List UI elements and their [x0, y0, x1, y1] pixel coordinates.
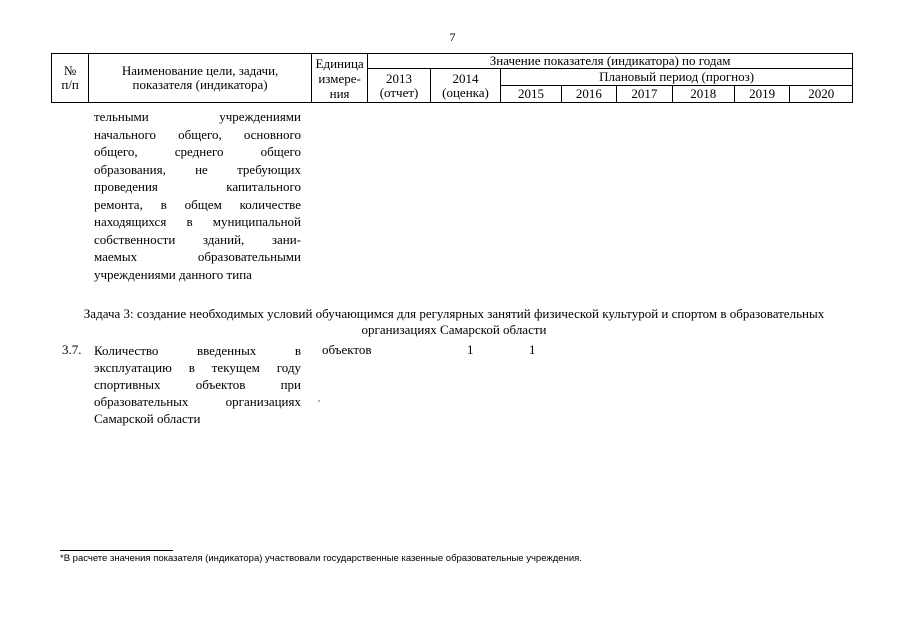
row-3-7-number: 3.7. [62, 342, 82, 357]
scan-speck [318, 400, 320, 402]
header-name-line1: Наименование цели, задачи, [121, 63, 279, 78]
header-year-2015: 2015 [501, 86, 561, 103]
header-name-line2: показателя (индикатора) [132, 77, 268, 92]
row-3-7-value-2014: 1 [529, 342, 536, 357]
continued-line: маемых образовательными [94, 249, 301, 264]
task-3-heading: Задача 3: создание необходимых условий обучающимся для регулярных занятий физической культурой и спортом в образовательных организациях Самарской области [83, 306, 825, 337]
footnote: *В расчете значения показателя (индикатора) участвовали государственные казенные образовательные учреждения. [60, 553, 582, 564]
continued-line: ремонта, в общем количестве [94, 196, 301, 212]
header-2013-cell [368, 69, 430, 103]
header-year-2017: 2017 [617, 86, 672, 103]
row-3-7-indicator-name [94, 342, 301, 427]
header-year-2020: 2020 [790, 86, 853, 103]
continued-indicator-text [94, 108, 301, 283]
continued-line: собственности зданий, зани- [94, 231, 301, 247]
header-2013-note: (отчет) [379, 84, 419, 100]
header-name-cell [89, 54, 312, 103]
indicator-name-line: Количество введенных в [94, 343, 301, 358]
indicator-name-line: спортивных объектов при [94, 377, 301, 392]
header-unit-line2: измере- [318, 70, 361, 86]
header-values-title: Значение показателя (индикатора) по годам [368, 54, 853, 69]
indicator-table-header [51, 53, 853, 103]
header-unit-line3: ния [329, 85, 350, 101]
continued-line: проведения капитального [94, 179, 301, 194]
indicator-name-line: эксплуатацию в текущем году [94, 360, 301, 375]
header-2014-cell [430, 69, 501, 103]
continued-line: образования, не требующих [94, 161, 301, 177]
continued-line: находящихся в муниципальной [94, 214, 301, 229]
header-num-cell [52, 54, 89, 103]
header-unit-cell [311, 54, 367, 103]
page-number: 7 [449, 30, 456, 44]
indicator-name-line: образовательных организациях [94, 394, 301, 409]
continued-line: тельными учреждениями [94, 109, 301, 124]
header-2013-year: 2013 [386, 70, 413, 86]
continued-line: общего, среднего общего [94, 144, 301, 159]
header-num-label: п/п [61, 77, 79, 92]
header-num-symbol: № [63, 63, 77, 78]
footnote-separator [60, 550, 173, 551]
header-2014-year: 2014 [452, 70, 479, 86]
indicator-name-line: Самарской области [94, 411, 201, 426]
header-2014-note: (оценка) [442, 84, 489, 100]
row-3-7-value-2013: 1 [467, 342, 474, 357]
header-unit-line1: Единица [315, 55, 364, 71]
header-year-2019: 2019 [734, 86, 789, 103]
header-plan-period: Плановый период (прогноз) [501, 69, 853, 86]
header-year-2018: 2018 [672, 86, 734, 103]
row-3-7-unit: объектов [322, 342, 372, 357]
continued-line: учреждениями данного типа [94, 266, 252, 282]
header-year-2016: 2016 [561, 86, 616, 103]
continued-line: начального общего, основного [94, 126, 301, 142]
